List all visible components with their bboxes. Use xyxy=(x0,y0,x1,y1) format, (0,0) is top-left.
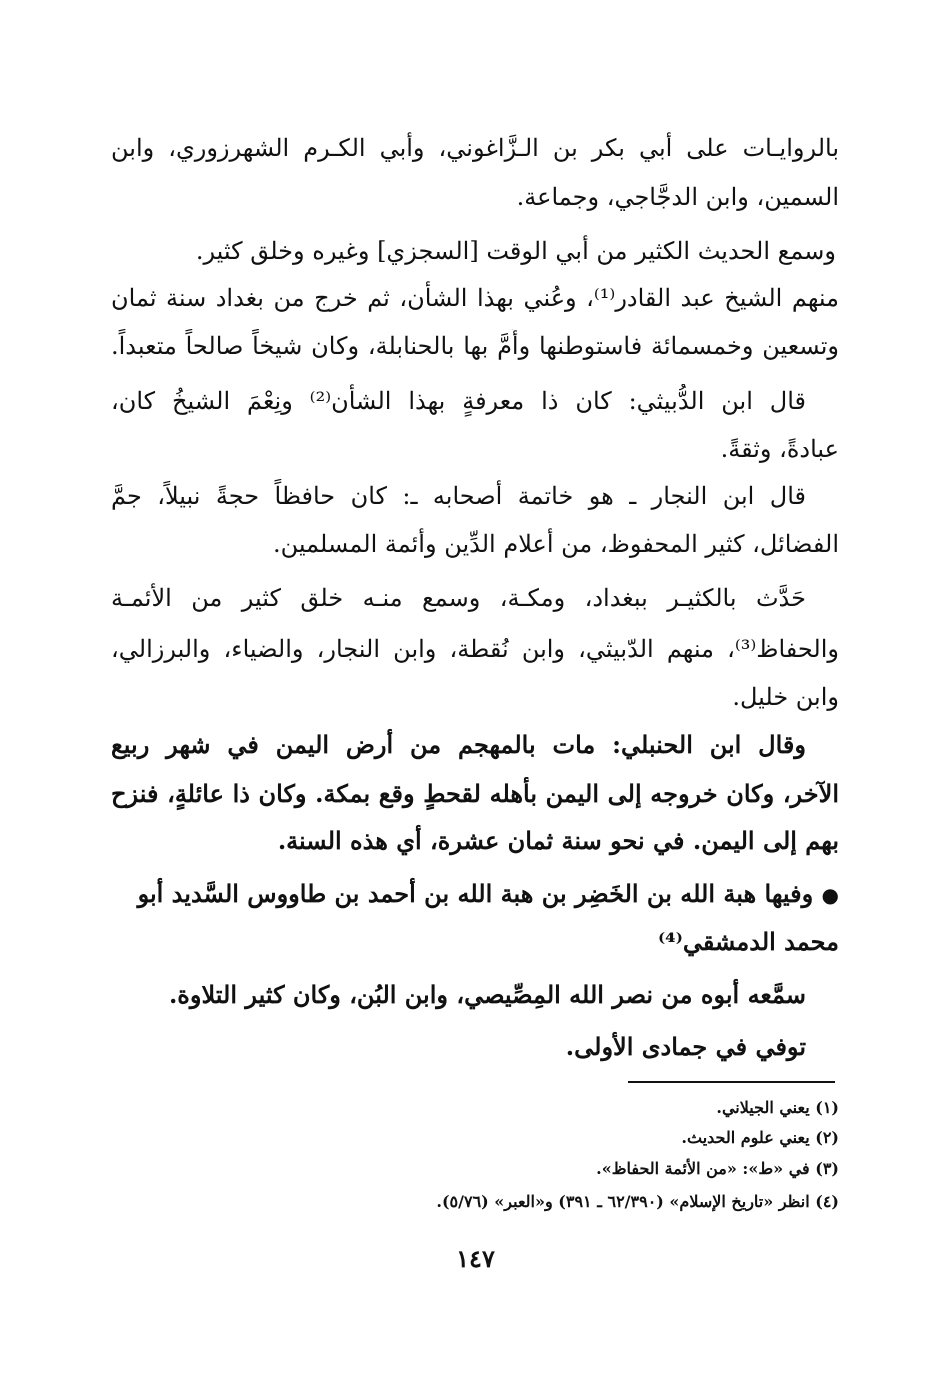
text-line: منهم الشيخ عبد القادر⁽¹⁾، وعُني بهذا الشأن، ثم خرج من بغداد سنة ثمان xyxy=(111,284,839,312)
text-line: وتسعين وخمسمائة فاستوطنها وأَمَّ بها بالحنابلة، وكان شيخاً صالحاً متعبداً. xyxy=(111,332,839,360)
text-line: سمَّعه أبوه من نصر الله المِصِّيصي، وابن البُن، وكان كثير التلاوة. xyxy=(168,980,806,1009)
text-line: وفيها هبة الله بن الخَضِر بن هبة الله بن أحمد بن طاووس السَّديد أبو xyxy=(137,879,814,908)
bullet-icon: ● xyxy=(821,883,839,907)
bullet-heading xyxy=(111,877,839,912)
text-line: عبادةً، وثقةً. xyxy=(720,435,839,463)
footnote: (٤) انظر «تاريخ الإسلام» (٦٢/٣٩٠ ـ ٣٩١) و«العبر» (٥/٧٦). xyxy=(436,1192,839,1211)
text-line: محمد الدمشقي⁽⁴⁾ xyxy=(658,927,839,956)
text-line: السمين، وابن الدجَّاجي، وجماعة. xyxy=(516,183,839,211)
text-line: وسمع الحديث الكثير من أبي الوقت [السجزي] وغيره وخلق كثير. xyxy=(195,237,836,265)
page-number: ١٤٧ xyxy=(456,1244,495,1273)
text-line: وابن خليل. xyxy=(732,683,839,711)
text-line: بهم إلى اليمن. في نحو سنة ثمان عشرة، أي هذه السنة. xyxy=(277,826,839,855)
footnote: (٣) في «ط»: «من الأئمة الحفاظ». xyxy=(596,1159,839,1178)
text-line: بالروايـات على أبي بكر بن الـزَّاغوني، وأبي الكـرم الشهرزوري، وابن xyxy=(111,134,839,162)
text-line: الفضائل، كثير المحفوظ، من أعلام الدِّين وأئمة المسلمين. xyxy=(273,530,839,558)
footnote-divider xyxy=(628,1081,835,1083)
text-line: قال ابن الدُّبيثي: كان ذا معرفةٍ بهذا الشأن⁽²⁾ ونِعْمَ الشيخُ كان، xyxy=(111,387,806,415)
text-line: توفي في جمادى الأولى. xyxy=(565,1032,806,1061)
footnote: (١) يعني الجيلاني. xyxy=(716,1098,839,1117)
text-line: قال ابن النجار ـ هو خاتمة أصحابه ـ: كان حافظاً حجةً نبيلاً، جمَّ xyxy=(111,482,806,510)
text-line: الآخر، وكان خروجه إلى اليمن بأهله لقحطٍ وقع بمكة. وكان ذا عائلةٍ، فنزح xyxy=(111,779,839,808)
footnote: (٢) يعني علوم الحديث. xyxy=(681,1128,839,1147)
text-line: حَدَّث بالكثيـر ببغداد، ومكـة، وسمع منـه خلق كثير من الأئمـة xyxy=(111,584,806,612)
text-line: والحفاظ⁽³⁾، منهم الدّبيثي، وابن نُقطة، وابن النجار، والضياء، والبرزالي، xyxy=(111,635,839,663)
text-line: وقال ابن الحنبلي: مات بالمهجم من أرض اليمن في شهر ربيع xyxy=(111,730,806,759)
